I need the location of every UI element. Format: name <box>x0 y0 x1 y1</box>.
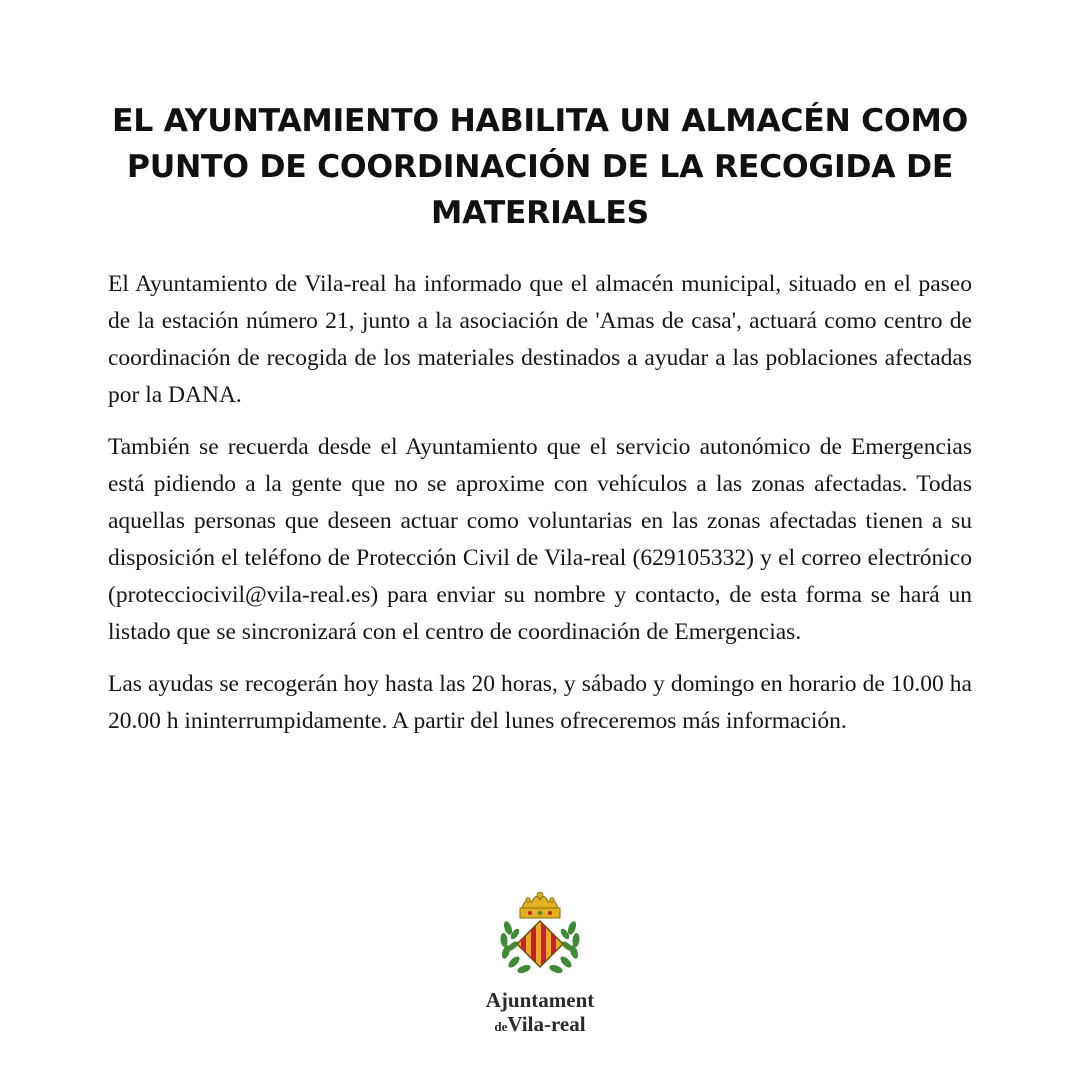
ajuntament-logo <box>470 888 610 1038</box>
logo-town-line <box>470 1012 610 1039</box>
logo-prefix: de <box>494 1019 508 1034</box>
logo-name: Ajuntament <box>485 988 595 1012</box>
article-body <box>108 266 972 755</box>
article-title: EL AYUNTAMIENTO HABILITA UN ALMACÉN COMO PUNTO DE COORDINACIÓN DE LA RECOGIDA DE MATERIALES <box>112 103 968 231</box>
logo-town: Vila-real <box>507 1012 586 1036</box>
paragraph-volunteers: También se recuerda desde el Ayuntamiento que el servicio autonómico de Emergencias está pidiendo a la gente que no se aproxime con vehículos a las zonas afectadas. Todas aquellas personas que deseen actuar como voluntarias en las zonas afectadas tienen a su disposición el teléfono de Protección Civil de Vila-real (629105332) y el correo electrónico (protecciocivil@vila-real.es) para enviar su nombre y contacto, de esta forma se hará un listado que se sincronizará con el centro de coordinación de Emergencias. <box>108 434 972 645</box>
coat-of-arms-icon <box>490 888 590 980</box>
paragraph-schedule: Las ayudas se recogerán hoy hasta las 20 horas, y sábado y domingo en horario de 10.00 ha 20.00 h ininterrumpidamente. A partir del lunes ofreceremos más información. <box>108 671 972 734</box>
paragraph-location: El Ayuntamiento de Vila-real ha informado que el almacén municipal, situado en el paseo de la estación número 21, junto a la asociación de 'Amas de casa', actuará como centro de coordinación de recogida de los materiales destinados a ayudar a las poblaciones afectadas por la DANA. <box>108 271 972 408</box>
